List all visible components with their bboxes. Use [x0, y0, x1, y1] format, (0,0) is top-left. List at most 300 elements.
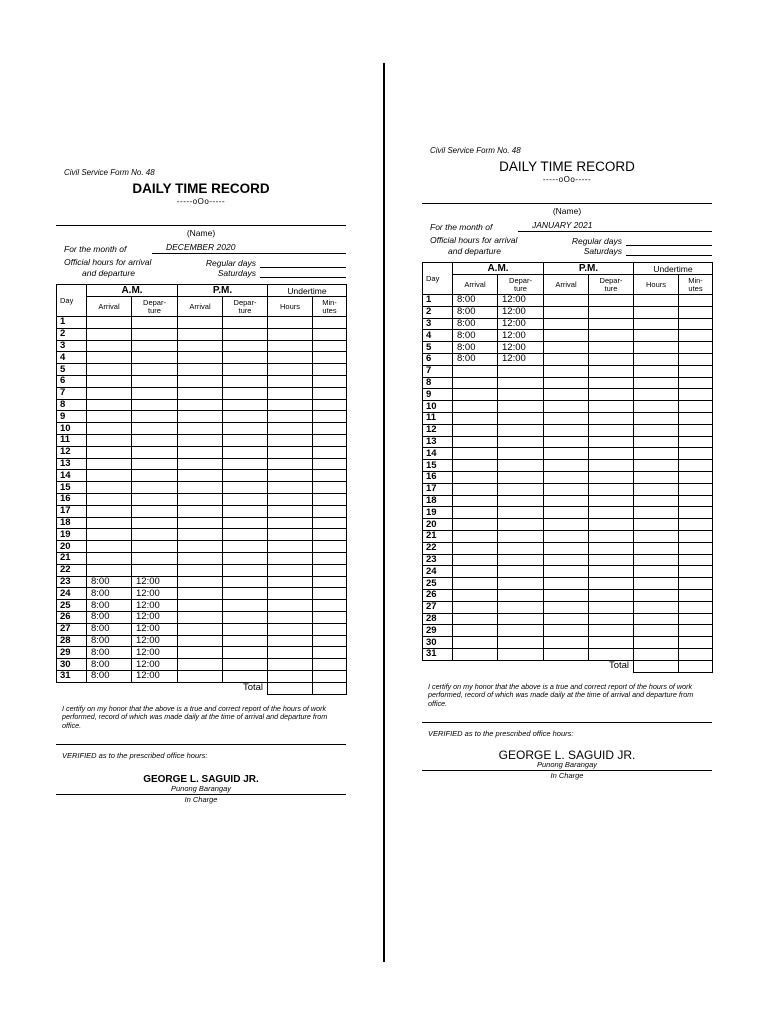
table-row: [423, 295, 713, 307]
am-departure-cell: [498, 424, 544, 436]
pm-arrival-cell: [544, 377, 589, 389]
table-row: [57, 375, 347, 387]
pm-departure-cell: [589, 589, 634, 601]
am-arrival-cell: [87, 328, 132, 340]
am-arrival-cell: 8:00: [87, 588, 132, 600]
am-departure-cell: 12:00: [132, 611, 178, 623]
day-number: 3: [423, 318, 453, 330]
name-label: (Name): [186, 228, 216, 238]
am-arrival-cell: [453, 436, 498, 448]
am-arrival-cell: [453, 625, 498, 637]
undertime-minutes-cell: [679, 460, 713, 472]
am-arrival-cell: [453, 637, 498, 649]
undertime-hours-cell: [268, 659, 313, 671]
pm-arrival-cell: [544, 424, 589, 436]
pm-arrival-cell: [544, 530, 589, 542]
pm-departure-cell: [223, 434, 268, 446]
am-arrival-cell: 8:00: [453, 306, 498, 318]
pm-arrival-cell: [544, 519, 589, 531]
saturdays-label: Saturdays: [583, 246, 622, 256]
undertime-minutes-cell: [313, 670, 347, 682]
pm-departure-cell: [223, 588, 268, 600]
undertime-hours-cell: [268, 446, 313, 458]
pm-arrival-cell: [544, 578, 589, 590]
pm-arrival-cell: [178, 458, 223, 470]
day-number: 17: [423, 483, 453, 495]
am-departure-cell: 12:00: [132, 588, 178, 600]
undertime-minutes-cell: [313, 387, 347, 399]
pm-arrival-cell: [544, 589, 589, 601]
form-subtitle: -----oOo-----: [542, 175, 592, 184]
undertime-hours-cell: [634, 342, 679, 354]
day-number: 18: [57, 517, 87, 529]
undertime-minutes-cell: [313, 399, 347, 411]
table-row: [57, 411, 347, 423]
pm-arrival-cell: [544, 637, 589, 649]
certification-signature-line: [422, 722, 712, 723]
am-departure-cell: [132, 482, 178, 494]
pm-arrival-cell: [544, 507, 589, 519]
pm-departure-cell: [223, 647, 268, 659]
pm-arrival-cell: [544, 412, 589, 424]
am-arrival-cell: [87, 399, 132, 411]
undertime-hours-cell: [634, 613, 679, 625]
am-departure-cell: 12:00: [132, 670, 178, 682]
official-hours-row: [422, 235, 712, 256]
am-arrival-cell: [87, 493, 132, 505]
day-number: 28: [57, 635, 87, 647]
undertime-minutes-cell: [679, 389, 713, 401]
pm-arrival-cell: [544, 566, 589, 578]
pm-arrival-cell: [544, 483, 589, 495]
am-arrival-cell: [87, 434, 132, 446]
am-departure-cell: [132, 352, 178, 364]
undertime-hours-cell: [268, 576, 313, 588]
am-departure-cell: [132, 505, 178, 517]
am-arrival-cell: [87, 364, 132, 376]
am-arrival-cell: 8:00: [87, 670, 132, 682]
total-hours-cell: [268, 682, 313, 694]
undertime-hours-cell: [268, 470, 313, 482]
pm-departure-cell: [223, 458, 268, 470]
am-departure-cell: 12:00: [498, 318, 544, 330]
pm-departure-cell: [223, 446, 268, 458]
am-departure-cell: [132, 564, 178, 576]
pm-departure-cell: [223, 482, 268, 494]
table-row: [423, 424, 713, 436]
undertime-minutes-cell: [679, 330, 713, 342]
table-row: [57, 517, 347, 529]
day-number: 7: [57, 387, 87, 399]
table-row: [57, 317, 347, 329]
table-row: [57, 328, 347, 340]
pm-arrival-cell: [178, 635, 223, 647]
name-field-line: [56, 225, 346, 226]
undertime-minutes-cell: [679, 365, 713, 377]
hours-header: Hours: [268, 297, 313, 317]
day-number: 14: [423, 448, 453, 460]
pm-departure-cell: [223, 423, 268, 435]
pm-arrival-cell: [544, 448, 589, 460]
table-row: [423, 542, 713, 554]
pm-arrival-cell: [178, 600, 223, 612]
am-arrival-cell: [453, 613, 498, 625]
am-departure-cell: 12:00: [498, 342, 544, 354]
day-number: 10: [423, 401, 453, 413]
undertime-hours-cell: [634, 318, 679, 330]
pm-arrival-cell: [544, 648, 589, 660]
table-row: [423, 601, 713, 613]
table-row: [57, 470, 347, 482]
undertime-minutes-cell: [313, 659, 347, 671]
pm-departure-cell: [589, 637, 634, 649]
day-number: 16: [423, 471, 453, 483]
pm-arrival-cell: [544, 625, 589, 637]
total-row: [423, 660, 713, 672]
pm-arrival-cell: [178, 647, 223, 659]
pm-departure-cell: [589, 648, 634, 660]
day-number: 8: [57, 399, 87, 411]
day-number: 25: [57, 600, 87, 612]
day-number: 20: [57, 541, 87, 553]
am-arrival-header: Arrival: [87, 297, 132, 317]
undertime-minutes-cell: [679, 613, 713, 625]
am-departure-cell: [498, 542, 544, 554]
pm-departure-cell: [589, 625, 634, 637]
undertime-hours-cell: [268, 552, 313, 564]
am-departure-cell: [498, 554, 544, 566]
officer-name: GEORGE L. SAGUID JR.: [143, 774, 259, 786]
table-row: [423, 353, 713, 365]
undertime-hours-cell: [268, 541, 313, 553]
pm-departure-cell: [589, 412, 634, 424]
am-departure-cell: [498, 448, 544, 460]
am-arrival-cell: [87, 375, 132, 387]
name-field-line: [422, 203, 712, 204]
pm-departure-cell: [223, 375, 268, 387]
day-number: 5: [423, 342, 453, 354]
am-departure-cell: [498, 401, 544, 413]
form-title: DAILY TIME RECORD: [132, 181, 270, 196]
pm-arrival-header: Arrival: [178, 297, 223, 317]
pm-departure-cell: [223, 659, 268, 671]
am-departure-cell: [132, 317, 178, 329]
undertime-hours-cell: [268, 364, 313, 376]
am-departure-cell: [132, 340, 178, 352]
pm-departure-cell: [589, 542, 634, 554]
pm-arrival-cell: [544, 330, 589, 342]
am-arrival-cell: [453, 389, 498, 401]
am-departure-cell: [498, 412, 544, 424]
am-arrival-cell: 8:00: [87, 576, 132, 588]
undertime-hours-cell: [634, 637, 679, 649]
pm-departure-cell: [223, 505, 268, 517]
table-row: [423, 306, 713, 318]
undertime-minutes-cell: [313, 552, 347, 564]
table-row: [57, 623, 347, 635]
undertime-minutes-cell: [679, 471, 713, 483]
am-arrival-header: Arrival: [453, 275, 498, 295]
am-departure-cell: [132, 446, 178, 458]
am-arrival-cell: [87, 340, 132, 352]
pm-arrival-cell: [178, 670, 223, 682]
undertime-hours-cell: [268, 517, 313, 529]
pm-departure-cell: [589, 483, 634, 495]
pm-departure-cell: [223, 517, 268, 529]
am-departure-cell: [498, 613, 544, 625]
pm-arrival-cell: [178, 529, 223, 541]
undertime-hours-cell: [268, 623, 313, 635]
undertime-minutes-cell: [679, 554, 713, 566]
undertime-minutes-cell: [679, 483, 713, 495]
day-number: 16: [57, 493, 87, 505]
table-row: [57, 340, 347, 352]
am-header: A.M.: [87, 285, 178, 297]
pm-arrival-cell: [544, 460, 589, 472]
pm-arrival-cell: [544, 554, 589, 566]
table-row: [57, 482, 347, 494]
table-row: [423, 330, 713, 342]
total-minutes-cell: [679, 660, 713, 672]
undertime-minutes-cell: [313, 328, 347, 340]
undertime-minutes-cell: [679, 542, 713, 554]
table-row: [57, 670, 347, 682]
pm-departure-cell: [589, 389, 634, 401]
am-arrival-cell: 8:00: [87, 611, 132, 623]
undertime-hours-cell: [634, 625, 679, 637]
undertime-minutes-cell: [679, 342, 713, 354]
pm-departure-cell: [223, 529, 268, 541]
pm-arrival-cell: [544, 542, 589, 554]
pm-arrival-cell: [178, 340, 223, 352]
table-row: [423, 342, 713, 354]
day-number: 13: [57, 458, 87, 470]
pm-departure-cell: [589, 424, 634, 436]
am-arrival-cell: [87, 446, 132, 458]
day-number: 21: [57, 552, 87, 564]
undertime-hours-cell: [268, 399, 313, 411]
day-number: 2: [57, 328, 87, 340]
pm-departure-cell: [589, 460, 634, 472]
officer-position: Punong Barangay: [170, 784, 232, 794]
day-number: 8: [423, 377, 453, 389]
day-number: 22: [423, 542, 453, 554]
table-row: [57, 529, 347, 541]
am-departure-cell: [498, 589, 544, 601]
undertime-hours-cell: [634, 566, 679, 578]
undertime-hours-cell: [268, 434, 313, 446]
day-number: 6: [57, 375, 87, 387]
am-arrival-cell: 8:00: [453, 330, 498, 342]
undertime-header: Undertime: [268, 285, 347, 297]
undertime-minutes-cell: [679, 436, 713, 448]
undertime-hours-cell: [634, 542, 679, 554]
day-number: 7: [423, 365, 453, 377]
am-arrival-cell: [453, 424, 498, 436]
undertime-hours-cell: [634, 412, 679, 424]
day-number: 15: [57, 482, 87, 494]
am-arrival-cell: [453, 542, 498, 554]
pm-departure-cell: [589, 365, 634, 377]
table-row: [57, 552, 347, 564]
total-hours-cell: [634, 660, 679, 672]
table-row: [423, 613, 713, 625]
am-arrival-cell: [87, 317, 132, 329]
undertime-hours-cell: [634, 483, 679, 495]
table-row: [57, 387, 347, 399]
undertime-minutes-cell: [313, 317, 347, 329]
pm-departure-cell: [589, 353, 634, 365]
official-hours-label: Official hours for arrival: [430, 235, 518, 245]
am-departure-cell: [498, 495, 544, 507]
undertime-minutes-cell: [679, 353, 713, 365]
pm-arrival-cell: [178, 364, 223, 376]
table-row: [423, 648, 713, 660]
pm-departure-cell: [223, 411, 268, 423]
undertime-minutes-cell: [313, 611, 347, 623]
am-arrival-cell: 8:00: [87, 659, 132, 671]
pm-arrival-cell: [178, 423, 223, 435]
undertime-hours-cell: [634, 295, 679, 307]
pm-arrival-cell: [544, 389, 589, 401]
day-number: 12: [423, 424, 453, 436]
certification-text: I certify on my honor that the above is a true and correct report of the hours of work performed, record of which was made daily at the time of arrival and departure from office.: [62, 703, 328, 730]
pm-departure-header: Depar- ture: [223, 297, 268, 317]
pm-departure-cell: [223, 552, 268, 564]
am-departure-cell: [132, 423, 178, 435]
am-arrival-cell: [453, 471, 498, 483]
undertime-minutes-cell: [313, 352, 347, 364]
table-row: [423, 401, 713, 413]
day-number: 30: [57, 659, 87, 671]
am-departure-header: Depar- ture: [498, 275, 544, 295]
table-row: [423, 589, 713, 601]
undertime-hours-cell: [268, 505, 313, 517]
pm-departure-cell: [589, 530, 634, 542]
am-departure-cell: 12:00: [498, 353, 544, 365]
undertime-minutes-cell: [679, 637, 713, 649]
pm-departure-cell: [223, 635, 268, 647]
undertime-minutes-cell: [679, 306, 713, 318]
am-departure-cell: [498, 601, 544, 613]
am-departure-cell: [498, 365, 544, 377]
table-row: [57, 364, 347, 376]
table-row: [57, 647, 347, 659]
am-arrival-cell: [453, 401, 498, 413]
undertime-minutes-cell: [313, 434, 347, 446]
undertime-minutes-cell: [313, 423, 347, 435]
day-number: 11: [423, 412, 453, 424]
am-arrival-cell: [453, 448, 498, 460]
dtr-form-december: [56, 167, 346, 804]
pm-departure-cell: [589, 507, 634, 519]
undertime-hours-cell: [634, 460, 679, 472]
regular-days-field: [260, 258, 346, 268]
undertime-hours-cell: [268, 375, 313, 387]
am-arrival-cell: [453, 507, 498, 519]
day-number: 29: [423, 625, 453, 637]
dtr-form-january: [422, 145, 712, 780]
day-header: Day: [423, 263, 453, 295]
day-number: 26: [57, 611, 87, 623]
table-row: [57, 458, 347, 470]
undertime-minutes-cell: [313, 446, 347, 458]
day-header: Day: [57, 285, 87, 317]
pm-arrival-cell: [544, 318, 589, 330]
undertime-hours-cell: [268, 493, 313, 505]
undertime-minutes-cell: [679, 566, 713, 578]
table-row: [423, 471, 713, 483]
pm-arrival-cell: [178, 564, 223, 576]
time-record-table: [56, 284, 347, 695]
pm-arrival-header: Arrival: [544, 275, 589, 295]
undertime-minutes-cell: [679, 507, 713, 519]
am-departure-cell: [132, 493, 178, 505]
day-number: 3: [57, 340, 87, 352]
table-row: [423, 318, 713, 330]
pm-departure-cell: [223, 364, 268, 376]
undertime-hours-cell: [268, 529, 313, 541]
table-row: [423, 448, 713, 460]
verified-text: VERIFIED as to the prescribed office hours:: [428, 729, 574, 739]
undertime-hours-cell: [634, 330, 679, 342]
pm-arrival-cell: [178, 434, 223, 446]
undertime-minutes-cell: [313, 635, 347, 647]
undertime-minutes-cell: [679, 448, 713, 460]
undertime-minutes-cell: [679, 377, 713, 389]
table-row: [57, 600, 347, 612]
am-arrival-cell: [87, 352, 132, 364]
day-number: 31: [423, 648, 453, 660]
undertime-minutes-cell: [679, 412, 713, 424]
am-arrival-cell: [453, 601, 498, 613]
day-number: 4: [423, 330, 453, 342]
day-number: 10: [57, 423, 87, 435]
pm-arrival-cell: [178, 317, 223, 329]
am-departure-cell: [132, 470, 178, 482]
pm-arrival-cell: [178, 482, 223, 494]
undertime-hours-cell: [634, 436, 679, 448]
table-row: [57, 446, 347, 458]
table-row: [423, 483, 713, 495]
day-number: 9: [57, 411, 87, 423]
undertime-minutes-cell: [313, 493, 347, 505]
undertime-minutes-cell: [313, 576, 347, 588]
table-row: [57, 505, 347, 517]
pm-arrival-cell: [178, 588, 223, 600]
day-number: 26: [423, 589, 453, 601]
undertime-minutes-cell: [679, 589, 713, 601]
am-departure-cell: [132, 529, 178, 541]
am-arrival-cell: 8:00: [87, 635, 132, 647]
am-arrival-cell: [87, 505, 132, 517]
undertime-hours-cell: [634, 471, 679, 483]
day-number: 20: [423, 519, 453, 531]
undertime-minutes-cell: [679, 578, 713, 590]
am-arrival-cell: [87, 517, 132, 529]
am-arrival-cell: 8:00: [453, 318, 498, 330]
pm-departure-cell: [589, 377, 634, 389]
table-row: [423, 495, 713, 507]
am-arrival-cell: [87, 541, 132, 553]
undertime-hours-cell: [268, 635, 313, 647]
undertime-minutes-cell: [313, 623, 347, 635]
pm-departure-cell: [589, 495, 634, 507]
pm-arrival-cell: [544, 342, 589, 354]
undertime-hours-cell: [268, 588, 313, 600]
day-number: 24: [423, 566, 453, 578]
table-row: [423, 637, 713, 649]
